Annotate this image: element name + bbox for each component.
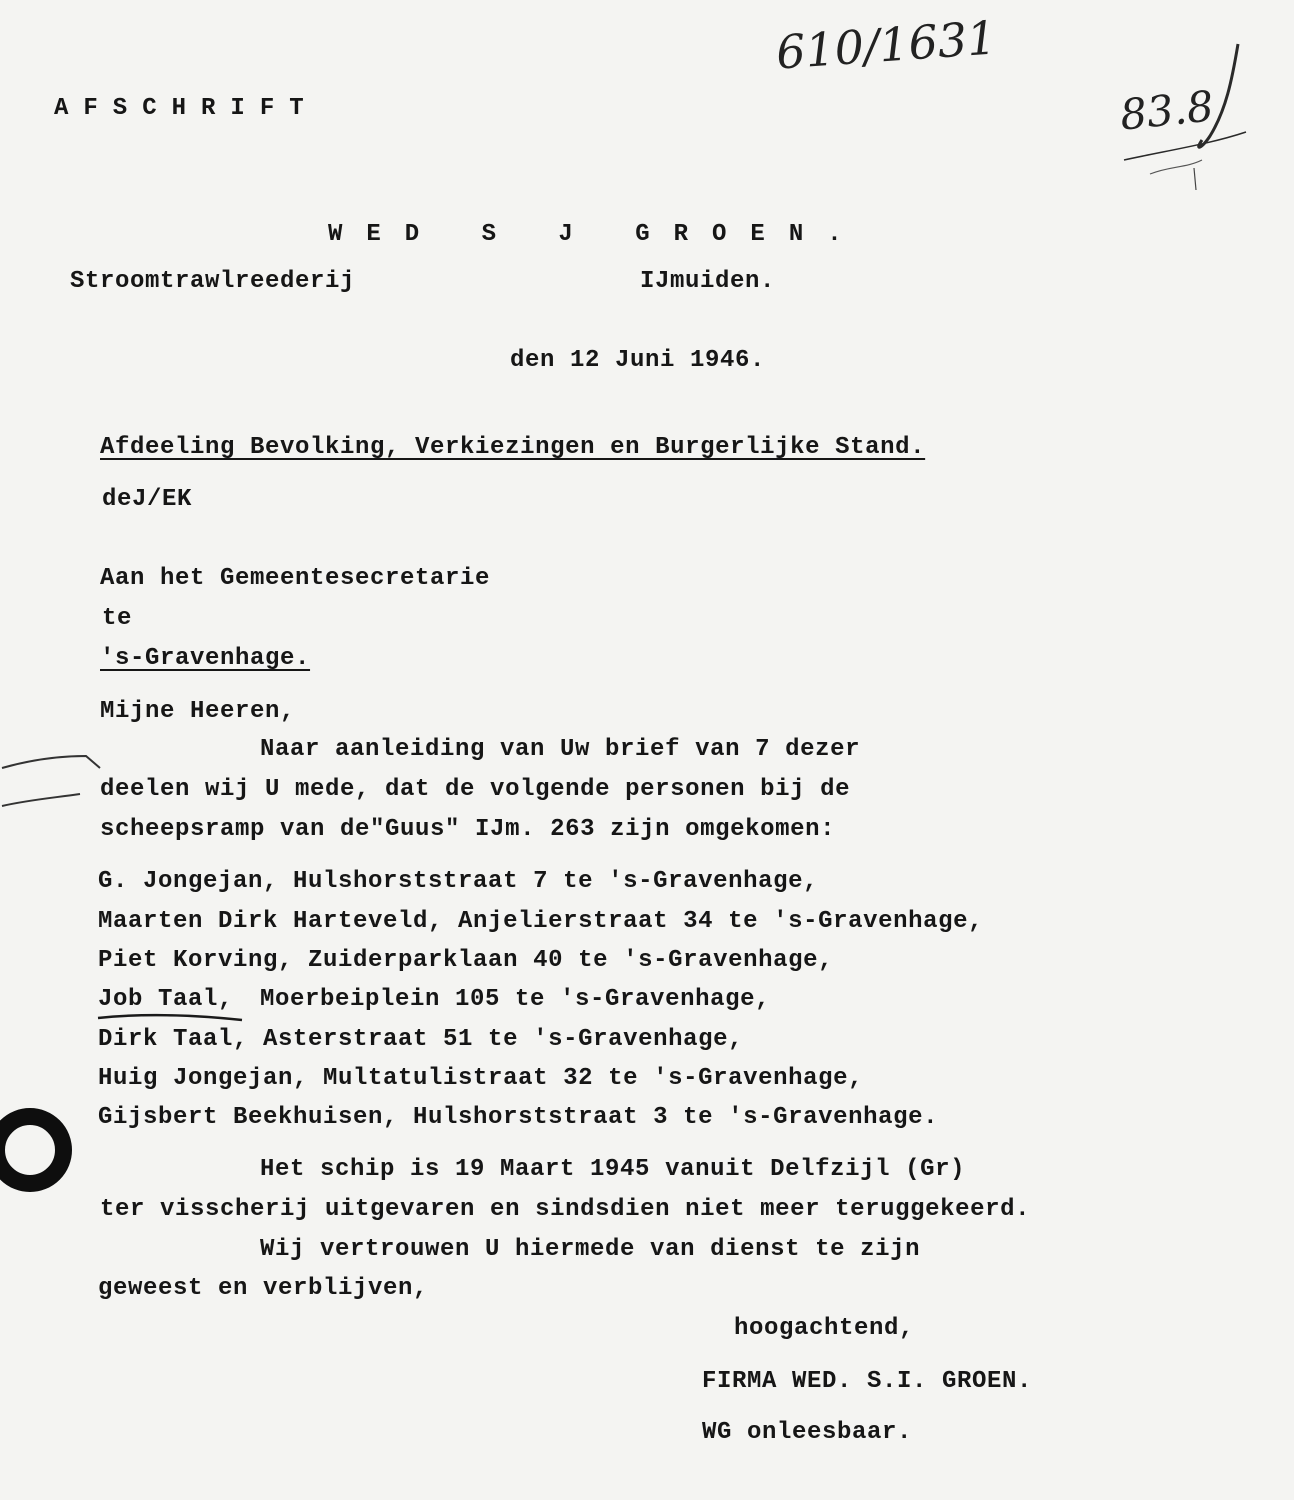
- person-3: Piet Korving, Zuiderparklaan 40 te 's-Gravenhage,: [98, 947, 834, 974]
- paragraph-1-line-2: deelen wij U mede, dat de volgende personen bij de: [100, 776, 851, 803]
- person-4-address: Moerbeiplein 105 te 's-Gravenhage,: [260, 986, 771, 1013]
- person-4-underline: [96, 1012, 246, 1024]
- reference-code: deJ/EK: [102, 486, 193, 513]
- addressee-city: 's-Gravenhage.: [100, 645, 311, 672]
- signatory: FIRMA WED. S.I. GROEN.: [702, 1368, 1033, 1395]
- hole-punch: [0, 1108, 72, 1192]
- paragraph-3-line-1: Wij vertrouwen U hiermede van dienst te zijn: [260, 1236, 921, 1263]
- paragraph-2-line-1: Het schip is 19 Maart 1945 vanuit Delfzijl (Gr): [260, 1156, 966, 1183]
- firm-type: Stroomtrawlreederij: [70, 268, 356, 295]
- paragraph-2-line-2: ter visscherij uitgevaren en sindsdien niet meer teruggekeerd.: [100, 1196, 1031, 1223]
- firm-name: WED S J GROEN.: [328, 221, 866, 248]
- person-2: Maarten Dirk Harteveld, Anjelierstraat 34 te 's-Gravenhage,: [98, 908, 984, 935]
- person-4-name: Job Taal,: [98, 986, 234, 1013]
- corner-scribble: [1110, 40, 1260, 200]
- margin-pen-marks: [0, 748, 105, 814]
- signature-note: WG onleesbaar.: [702, 1419, 913, 1446]
- addressee-line-2: te: [102, 605, 133, 632]
- addressee-line-1: Aan het Gemeentesecretarie: [100, 565, 491, 592]
- firm-city: IJmuiden.: [640, 268, 776, 295]
- paragraph-3-line-2: geweest en verblijven,: [98, 1275, 429, 1302]
- closing-greeting: hoogachtend,: [734, 1315, 915, 1342]
- department-heading: Afdeeling Bevolking, Verkiezingen en Burgerlijke Stand.: [100, 434, 926, 461]
- person-7: Gijsbert Beekhuisen, Hulshorststraat 3 te 's-Gravenhage.: [98, 1104, 939, 1131]
- paragraph-1-line-1: Naar aanleiding van Uw brief van 7 dezer: [260, 736, 861, 763]
- letter-date: den 12 Juni 1946.: [510, 347, 766, 374]
- person-6: Huig Jongejan, Multatulistraat 32 te 's-Gravenhage,: [98, 1065, 864, 1092]
- person-5: Dirk Taal, Asterstraat 51 te 's-Gravenhage,: [98, 1026, 744, 1053]
- salutation: Mijne Heeren,: [100, 698, 296, 725]
- paragraph-1-line-3: scheepsramp van de"Guus" IJm. 263 zijn omgekomen:: [100, 816, 836, 843]
- handwritten-corner-note: 83.8: [1117, 81, 1216, 140]
- person-1: G. Jongejan, Hulshorststraat 7 te 's-Gravenhage,: [98, 868, 819, 895]
- afschrift-label: AFSCHRIFT: [54, 95, 319, 122]
- handwritten-reference-number: 610/1631: [774, 10, 998, 80]
